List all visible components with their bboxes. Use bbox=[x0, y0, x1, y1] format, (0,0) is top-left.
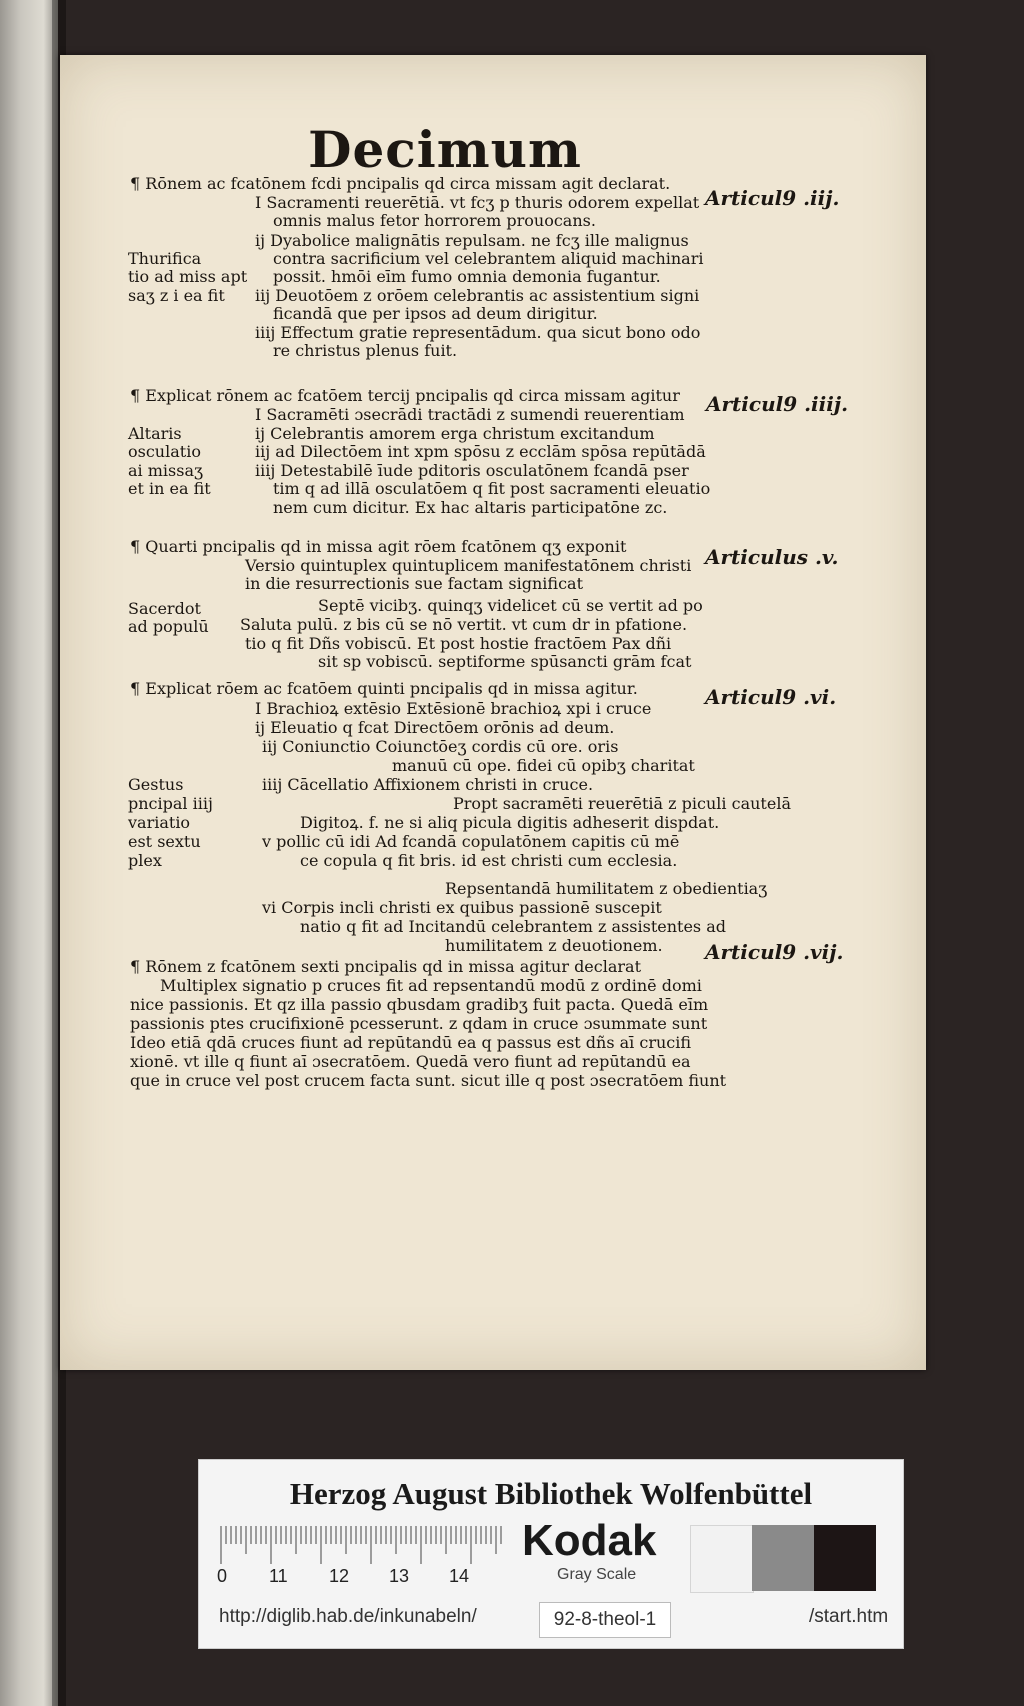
gray-patch-white bbox=[690, 1525, 754, 1593]
text-line: I Sacramēti ɔsecrādi tractādi z sumendi reuerentiam bbox=[255, 405, 685, 424]
text-line: Septē vicibʒ. quinqʒ videlicet cū se vertit ad po bbox=[318, 596, 703, 615]
text-line: manuū cū ope. fidei cū opibʒ charitat bbox=[392, 756, 695, 775]
page-title: Decimum bbox=[308, 120, 582, 179]
text-line: xionē. vt ille q fiunt aī ɔsecratōem. Quedā vero fiunt ad repūtandū ea bbox=[130, 1052, 691, 1071]
text-line: ij Eleuatio q fcat Directōem orōnis ad deum. bbox=[255, 718, 615, 737]
ruler-label-14: 14 bbox=[449, 1566, 470, 1586]
text-line: iij ad Dilectōem int xpm spōsu z ecclām spōsa repūtādā bbox=[255, 442, 706, 461]
margin-note: Gestus bbox=[128, 775, 184, 794]
article-heading: Articul9 .iiij. bbox=[706, 392, 849, 416]
shelfmark: 92-8-theol-1 bbox=[539, 1602, 671, 1638]
text-line: passionis ptes crucifixionē pcesserunt. z qdam in cruce ɔsummate sunt bbox=[130, 1014, 708, 1033]
text-line: I Sacramenti reuerētiā. vt fcʒ p thuris odorem expellat bbox=[255, 193, 700, 212]
margin-note: osculatio bbox=[128, 442, 201, 461]
margin-note: et in ea fit bbox=[128, 479, 211, 498]
margin-note: Altaris bbox=[128, 424, 182, 443]
library-name: Herzog August Bibliothek Wolfenbüttel bbox=[289, 1476, 813, 1511]
article-heading: Articul9 .vi. bbox=[705, 685, 837, 709]
text-line: ¶ Explicat rōnem ac fcatōem tercij pncipalis qd circa missam agitur bbox=[130, 386, 680, 405]
text-line: Digitoꝝ. f. ne si aliq picula digitis adheserit dispdat. bbox=[300, 813, 720, 832]
margin-note: ad populū bbox=[128, 617, 209, 636]
gray-patch-mid bbox=[752, 1525, 814, 1591]
gray-patch-black bbox=[814, 1525, 876, 1591]
text-line: humilitatem z deuotionem. bbox=[445, 936, 663, 955]
text-line: iiij Detestabilē īude pditoris osculatōnem fcandā pser bbox=[255, 461, 689, 480]
text-line: Multiplex signatio p cruces fit ad repsentandū modū z ordinē domi bbox=[160, 976, 702, 995]
text-line: omnis malus fetor horrorem prouocans. bbox=[273, 211, 596, 230]
text-line: contra sacrificium vel celebrantem aliquid machinari bbox=[273, 249, 704, 268]
margin-note: Thurifica bbox=[128, 249, 202, 268]
margin-note: ai missaʒ bbox=[128, 461, 204, 480]
manuscript-page bbox=[60, 55, 926, 1370]
ruler-label-0: 0 bbox=[217, 1566, 228, 1586]
text-line: re christus plenus fuit. bbox=[273, 341, 458, 360]
adjacent-page-edge bbox=[0, 0, 58, 1706]
text-line: iiij Cācellatio Affixionem christi in cruce. bbox=[262, 775, 594, 794]
text-line: ce copula q fit bris. id est christi cum ecclesia. bbox=[300, 851, 678, 870]
text-line: ij Dyabolice malignātis repulsam. ne fcʒ ille malignus bbox=[255, 231, 689, 250]
text-line: Propt sacramēti reuerētiā z piculi cautelā bbox=[453, 794, 791, 813]
ruler-scale bbox=[217, 1524, 503, 1566]
ruler-label-13: 13 bbox=[389, 1566, 410, 1586]
text-line: tio q fit Dñs vobiscū. Et post hostie fractōem Pax dñi bbox=[245, 634, 672, 653]
text-line: ij Celebrantis amorem erga christum excitandum bbox=[255, 424, 655, 443]
source-url: http://diglib.hab.de/inkunabeln/ bbox=[219, 1606, 477, 1627]
text-line: Saluta pulū. z bis cū se nō vertit. vt cum dr in pfatione. bbox=[240, 615, 688, 634]
text-line: ¶ Quarti pncipalis qd in missa agit rōem fcatōnem qʒ exponit bbox=[130, 537, 627, 556]
text-line: ficandā que per ipsos ad deum dirigitur. bbox=[273, 304, 598, 323]
source-url-suffix: /start.htm bbox=[809, 1606, 889, 1627]
margin-note: plex bbox=[128, 851, 162, 870]
text-line: possit. hmōi eīm fumo omnia demonia fugantur. bbox=[273, 267, 661, 286]
text-line: Repsentandā humilitatem z obedientiaʒ bbox=[445, 879, 768, 898]
text-line: sit sp vobiscū. septiforme spūsancti grām fcat bbox=[318, 652, 692, 671]
ruler-label-12: 12 bbox=[329, 1566, 350, 1586]
text-line: tim q ad illā osculatōem q fit post sacramenti eleuatio bbox=[273, 479, 711, 498]
text-line: I Brachioꝝ extēsio Extēsionē brachioꝝ xpi i cruce bbox=[255, 699, 652, 718]
text-line: in die resurrectionis sue factam significat bbox=[245, 574, 583, 593]
text-line: nice passionis. Et qz illa passio qbusdam gradibʒ fuit pacta. Quedā eīm bbox=[130, 995, 709, 1014]
text-line: ¶ Rōnem z fcatōnem sexti pncipalis qd in missa agitur declarat bbox=[130, 957, 642, 976]
color-target-card bbox=[198, 1459, 904, 1649]
text-line: ¶ Explicat rōem ac fcatōem quinti pncipalis qd in missa agitur. bbox=[130, 679, 638, 698]
text-line: vi Corpis incli christi ex quibus passionē suscepit bbox=[262, 898, 662, 917]
gray-scale-label: Gray Scale bbox=[557, 1566, 637, 1583]
text-line: natio q fit ad Incitandū celebrantem z assistentes ad bbox=[300, 917, 726, 936]
margin-note: Sacerdot bbox=[128, 599, 201, 618]
margin-note: saʒ z i ea fit bbox=[128, 286, 225, 305]
text-line: que in cruce vel post crucem facta sunt. sicut ille q post ɔsecratōem fiunt bbox=[130, 1071, 727, 1090]
text-line: iij Coniunctio Coiunctōeʒ cordis cū ore. oris bbox=[262, 737, 619, 756]
text-line: v pollic cū idi Ad fcandā copulatōnem capitis cū mē bbox=[262, 832, 680, 851]
kodak-logo: Kodak bbox=[522, 1516, 657, 1565]
text-line: iiij Effectum gratie representādum. qua sicut bono odo bbox=[255, 323, 701, 342]
ruler-label-11: 11 bbox=[269, 1566, 288, 1586]
article-heading: Articulus .v. bbox=[705, 545, 839, 569]
text-line: iij Deuotōem z orōem celebrantis ac assistentium signi bbox=[255, 286, 700, 305]
text-line: Versio quintuplex quintuplicem manifestatōnem christi bbox=[245, 556, 692, 575]
text-line: ¶ Rōnem ac fcatōnem fcdi pncipalis qd circa missam agit declarat. bbox=[130, 174, 671, 193]
margin-note: tio ad miss apt bbox=[128, 267, 248, 286]
margin-note: est sextu bbox=[128, 832, 201, 851]
margin-note: variatio bbox=[128, 813, 191, 832]
text-line: Ideo etiā qdā cruces fiunt ad repūtandū ea q passus est dñs aī crucifi bbox=[130, 1033, 692, 1052]
article-heading: Articul9 .vij. bbox=[705, 940, 844, 964]
article-heading: Articul9 .iij. bbox=[705, 186, 840, 210]
margin-note: pncipal iiij bbox=[128, 794, 213, 813]
text-line: nem cum dicitur. Ex hac altaris participatōne zc. bbox=[273, 498, 668, 517]
